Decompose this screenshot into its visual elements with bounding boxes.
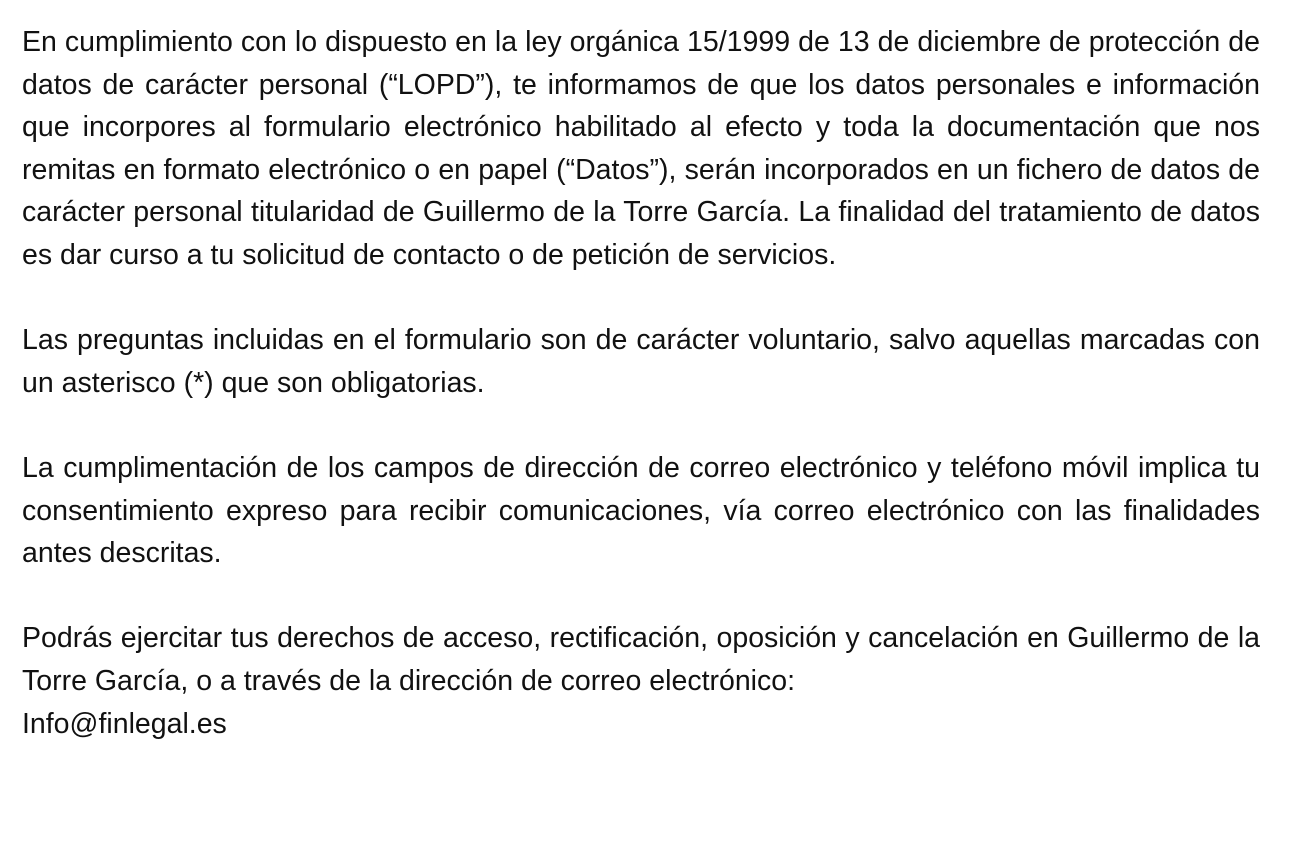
paragraph-rights-exercise	[22, 617, 1260, 745]
contact-email: Info@finlegal.es	[22, 707, 227, 740]
paragraph-consent-communications: La cumplimentación de los campos de dirección de correo electrónico y teléfono móvil implica tu consentimiento expreso para recibir comunicaciones, vía correo electrónico con las finalidades antes descritas.	[22, 451, 1260, 570]
rights-exercise-text: Podrás ejercitar tus derechos de acceso, rectificación, oposición y cancelación en Guillermo de la Torre García, o a través de la dirección de correo electrónico:	[22, 622, 1260, 697]
privacy-policy-text	[22, 21, 1260, 745]
paragraph-lopd-notice: En cumplimiento con lo dispuesto en la ley orgánica 15/1999 de 13 de diciembre de protección de datos de carácter personal (“LOPD”), te informamos de que los datos personales e información que incorpores al formulario electrónico habilitado al efecto y toda la documentación que nos remitas en formato electrónico o en papel (“Datos”), serán incorporados en un fichero de datos de carácter personal titularidad de Guillermo de la Torre García. La finalidad del tratamiento de datos es dar curso a tu solicitud de contacto o de petición de servicios.	[22, 26, 1260, 271]
paragraph-voluntary-questions: Las preguntas incluidas en el formulario son de carácter voluntario, salvo aquellas marcadas con un asterisco (*) que son obligatorias.	[22, 324, 1260, 399]
